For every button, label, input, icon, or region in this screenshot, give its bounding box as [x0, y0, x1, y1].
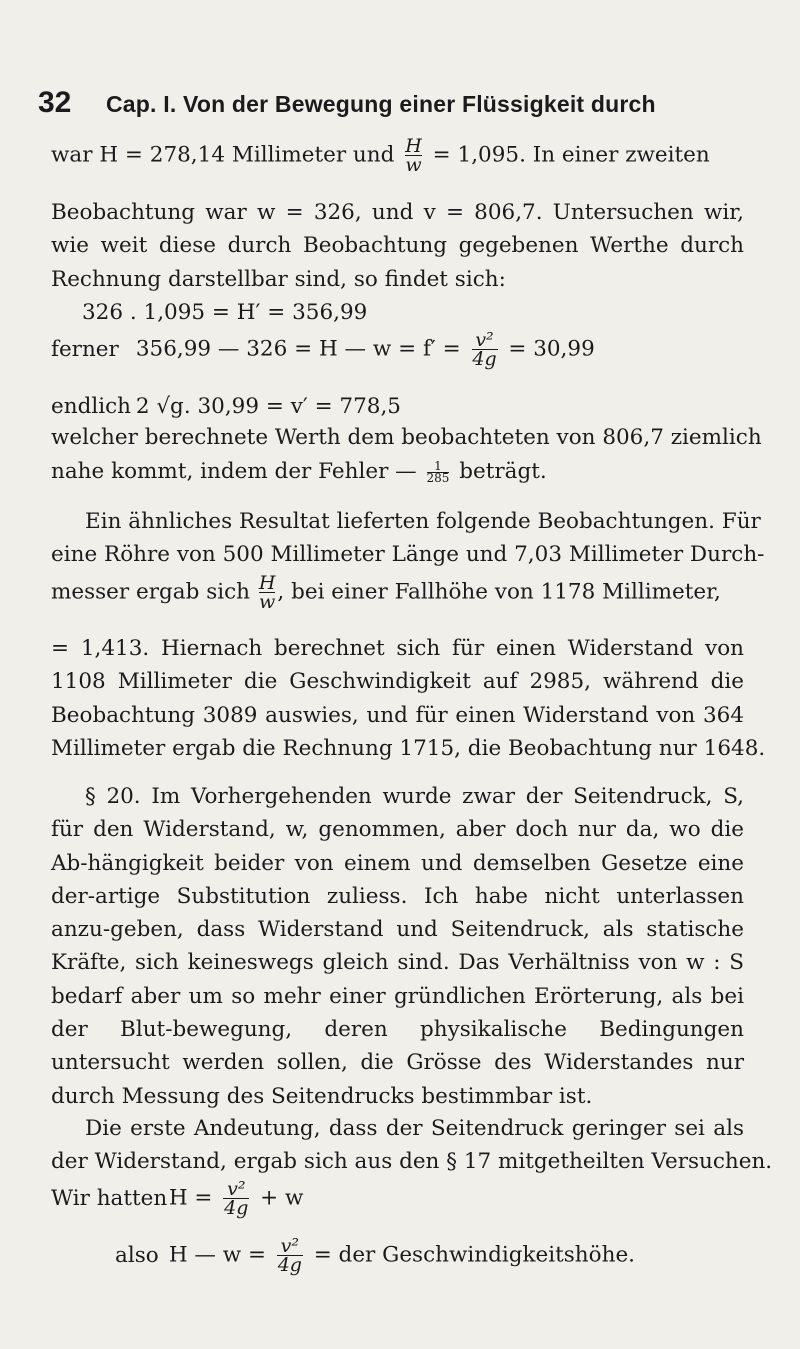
equation-2-rhs: = 30,99 [508, 336, 595, 362]
equation-4-label: Wir hatten [51, 1185, 168, 1211]
fraction-numerator: v² [227, 1178, 246, 1200]
para1-line-2: eine Röhre von 500 Millimeter Länge und 7,03 Millimeter Durch- [51, 542, 765, 567]
fraction-denominator: w [259, 591, 276, 613]
fraction-denominator: w [405, 154, 422, 176]
fraction-numerator: v² [475, 329, 494, 351]
text-line-6 [51, 458, 547, 486]
text-line-5: welcher berechnete Werth dem beobachteten von 806,7 ziemlich [51, 425, 762, 450]
equation-1: 326 . 1,095 = H′ = 356,99 [82, 300, 368, 325]
para1-line-7: Millimeter ergab die Rechnung 1715, die Beobachtung nur 1648. [51, 736, 766, 761]
para1-line-3-start: messer ergab sich [51, 579, 250, 605]
fraction-denominator: 285 [426, 470, 450, 485]
text-line-3: wie weit diese durch Beobachtung gegebenen Werthe durch [51, 233, 744, 258]
equation-3 [51, 393, 401, 421]
para3-line-2: der Widerstand, ergab sich aus den § 17 mitgetheilten Versuchen. [51, 1149, 773, 1174]
para1-line-6: Beobachtung 3089 auswies, und für einen Widerstand von 364 [51, 703, 744, 728]
para1-line-3 [51, 574, 744, 611]
text-line-2: Beobachtung war w = 326, und v = 806,7. Untersuchen wir, [51, 200, 744, 225]
fraction-numerator: 1 [434, 458, 442, 473]
equation-5-lhs: H — w = [168, 1242, 267, 1268]
page-header [38, 86, 768, 120]
fraction-numerator: H [258, 572, 276, 594]
equation-3-body: 2 √g. 30,99 = v′ = 778,5 [135, 394, 401, 419]
paragraph-section-20: § 20. Im Vorhergehenden wurde zwar der Seitendruck, S, für den Widerstand, w, genommen, aber doch nur da, wo die Ab-hängigkeit beider von einem und demselben Gesetze eine der-artige Substitution zuliess. Ich habe nicht unterlassen anzu-geben, dass Widerstand und Seitendruck, als statische Kräfte, sich keineswegs gleich sind. Das Verhältniss von w : S bedarf aber um so mehr einer gründlichen Erörterung, als bei der Blut-bewegung, deren physikalische Bedingungen untersucht werden sollen, die Grösse des Widerstandes nur durch Messung des Seitendrucks bestimmbar ist. [51, 784, 744, 1109]
fraction-denominator: 4g [472, 348, 497, 370]
fraction-v2-over-4g [472, 331, 498, 368]
fraction-error [426, 458, 450, 485]
line-1-start: war H = 278,14 Millimeter und [51, 142, 395, 168]
equation-4-lhs: H = [168, 1185, 213, 1211]
text-line-1 [51, 137, 710, 174]
fraction-denominator: 4g [277, 1254, 302, 1276]
equation-4-rhs: + w [260, 1185, 304, 1211]
fraction-numerator: H [405, 135, 422, 157]
line-6-start: nahe kommt, indem der Fehler — [51, 459, 417, 484]
fraction-v2-over-4g-2 [223, 1180, 249, 1217]
page-number: 32 [38, 86, 72, 119]
equation-4 [51, 1180, 303, 1217]
equation-5-label: also [115, 1242, 159, 1268]
fraction-h-over-w-2 [259, 574, 276, 611]
equation-5 [115, 1237, 635, 1274]
equation-2 [51, 331, 595, 368]
para1-line-1: Ein ähnliches Resultat lieferten folgende Beobachtungen. Für [85, 509, 761, 534]
line-1-end: = 1,095. In einer zweiten [432, 142, 710, 168]
fraction-h-over-w [405, 137, 422, 174]
equation-2-label: ferner [51, 336, 119, 362]
para1-line-3-end: , bei einer Fallhöhe von 1178 Millimeter, [277, 579, 721, 605]
equation-3-label: endlich [51, 394, 131, 419]
fraction-v2-over-4g-3 [277, 1237, 303, 1274]
para1-line-4: = 1,413. Hiernach berechnet sich für einen Widerstand von [51, 636, 744, 661]
line-6-end: beträgt. [459, 459, 547, 484]
equation-5-rhs: = der Geschwindigkeitshöhe. [313, 1242, 635, 1268]
fraction-denominator: 4g [224, 1197, 249, 1219]
para1-line-5: 1108 Millimeter die Geschwindigkeit auf 2985, während die [51, 669, 744, 694]
para3-line-1: Die erste Andeutung, dass der Seitendruck geringer sei als [85, 1116, 744, 1141]
equation-2-lhs: 356,99 — 326 = H — w = f′ = [135, 336, 461, 362]
fraction-numerator: v² [280, 1235, 300, 1257]
text-line-4: Rechnung darstellbar sind, so findet sich: [51, 267, 506, 292]
running-head: Cap. I. Von der Bewegung einer Flüssigkeit durch [106, 91, 656, 117]
